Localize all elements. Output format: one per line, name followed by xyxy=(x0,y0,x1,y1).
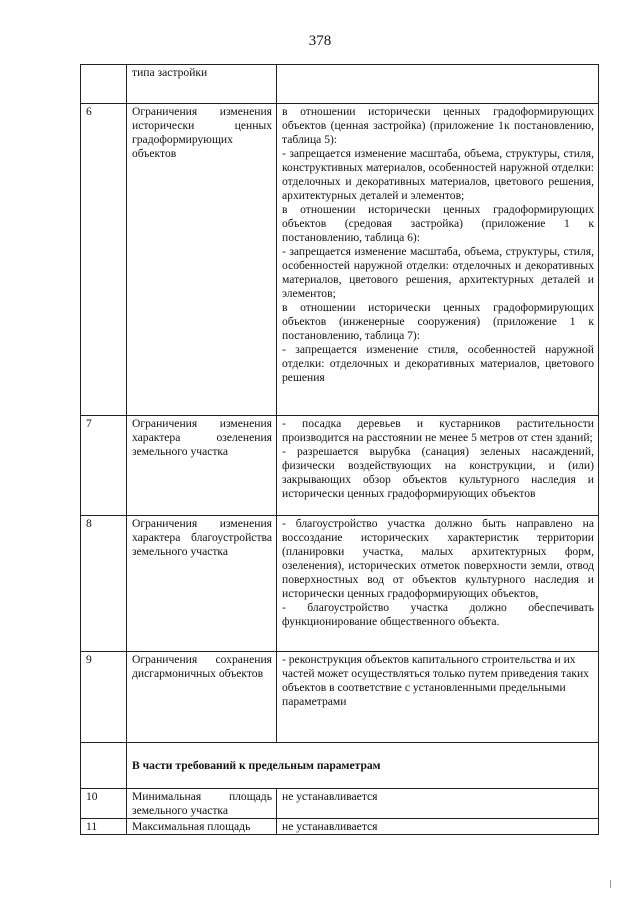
restriction-name: Ограничения сохранения дисгармоничных объектов xyxy=(127,652,277,743)
table-row xyxy=(81,516,599,652)
content-paragraph: в отношении исторически ценных градоформирующих объектов (инженерные сооружения) (приложение 1 к постановлению, таблица 7): xyxy=(282,301,594,342)
scan-mark xyxy=(610,880,611,888)
row-number: 11 xyxy=(81,819,127,835)
parameter-name: Максимальная площадь xyxy=(127,819,277,835)
row-number: 9 xyxy=(81,652,127,743)
content-paragraph: - реконструкция объектов капитального строительства и их частей может осуществляться только путем приведения таких объектов в соответствие с установленными предельными параметрами xyxy=(282,653,589,708)
row-number: 10 xyxy=(81,789,127,819)
restriction-content xyxy=(277,416,599,516)
restriction-name: Ограничения изменения характера благоустройства земельного участка xyxy=(127,516,277,652)
restriction-content xyxy=(277,104,599,416)
row-number xyxy=(81,65,127,104)
table-row xyxy=(81,65,599,104)
content-paragraph: - благоустройство участка должно обеспечивать функционирование общественного объекта. xyxy=(282,601,594,628)
row-number xyxy=(81,743,127,789)
parameter-value: не устанавливается xyxy=(277,819,599,835)
parameter-name: Минимальная площадь земельного участка xyxy=(127,789,277,819)
restriction-content xyxy=(277,652,599,743)
content-paragraph: - запрещается изменение масштаба, объема, структуры, стиля, конструктивных материалов, особенностей наружной отделки: отделочных и декоративных материалов, цветового решения, архитектурных деталей и элементов; xyxy=(282,147,594,202)
table-row xyxy=(81,819,599,835)
restriction-name: Ограничения изменения исторически ценных градоформирующих объектов xyxy=(127,104,277,416)
content-paragraph: - запрещается изменение стиля, особенностей наружной отделки: отделочных и декоративных материалов, цветового решения xyxy=(282,343,594,384)
table-row xyxy=(81,416,599,516)
table-row xyxy=(81,652,599,743)
row-number: 7 xyxy=(81,416,127,516)
section-title: В части требований к предельным параметрам xyxy=(127,743,599,789)
table-row xyxy=(81,104,599,416)
content-paragraph: - посадка деревьев и кустарников растительности производится на расстоянии не менее 5 метров от стен зданий; xyxy=(282,417,594,444)
content-paragraph: в отношении исторически ценных градоформирующих объектов (средовая застройка) (приложение 1 к постановлению, таблица 6): xyxy=(282,203,594,244)
page-number: 378 xyxy=(308,33,332,49)
restriction-content xyxy=(277,516,599,652)
restriction-name: типа застройки xyxy=(127,65,277,104)
content-paragraph: в отношении исторически ценных градоформирующих объектов (ценная застройка) (приложение 1к постановлению, таблица 5): xyxy=(282,105,594,146)
table-row xyxy=(81,789,599,819)
row-number: 8 xyxy=(81,516,127,652)
content-paragraph: - запрещается изменение масштаба, объема, структуры, стиля, особенностей наружной отделки: отделочных и декоративных материалов, цветового решения, архитектурных деталей и элементов; xyxy=(282,245,594,300)
restriction-content xyxy=(277,65,599,104)
parameter-value: не устанавливается xyxy=(277,789,599,819)
row-number: 6 xyxy=(81,104,127,416)
section-header-row xyxy=(81,743,599,789)
content-paragraph: - благоустройство участка должно быть направлено на воссоздание исторических характеристик территории (планировки участка, малых архитектурных форм, озеленения), исторических отметок поверхности земли, отвод поверхностных вод от объектов культурного наследия и исторически ценных градоформирующих объектов, xyxy=(282,517,594,600)
restriction-name: Ограничения изменения характера озеленения земельного участка xyxy=(127,416,277,516)
content-paragraph: - разрешается вырубка (санация) зеленых насаждений, физически воздействующих на конструкции, и (или) закрывающих обзор объектов культурного наследия и исторически ценных градоформирующих объектов xyxy=(282,445,594,500)
restrictions-table xyxy=(80,64,599,835)
